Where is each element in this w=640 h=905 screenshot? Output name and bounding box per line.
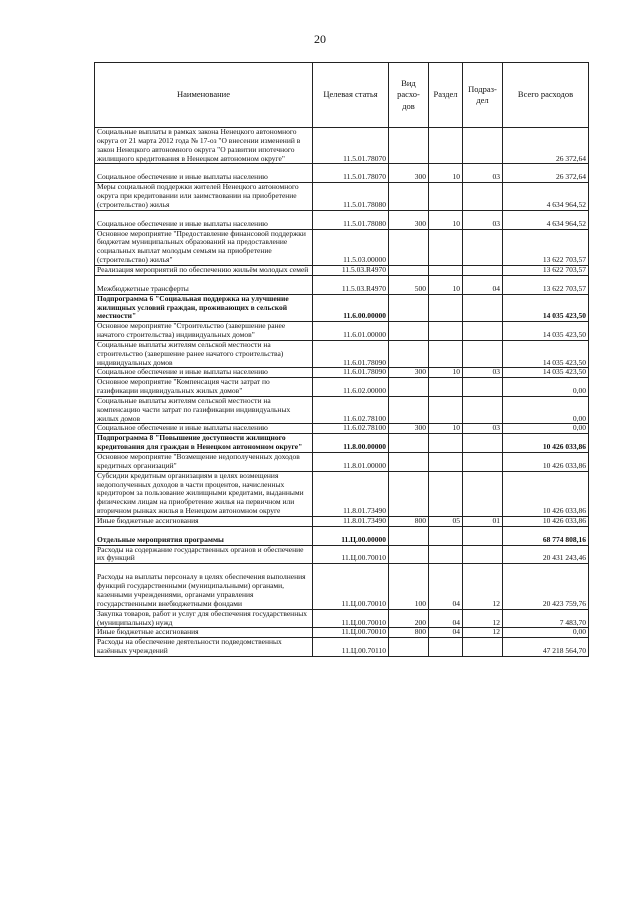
cell-section	[429, 396, 463, 424]
cell-total: 0,00	[503, 424, 589, 434]
cell-total: 14 035 423,50	[503, 368, 589, 378]
cell-article: 11.5.03.00000	[313, 229, 389, 265]
cell-total: 13 622 703,57	[503, 275, 589, 294]
cell-article: 11.Ц.00.00000	[313, 526, 389, 545]
table-row	[95, 294, 589, 322]
cell-subsection	[463, 294, 503, 322]
cell-expense-type: 100	[389, 564, 429, 609]
cell-subsection	[463, 526, 503, 545]
cell-article: 11.Ц.00.70010	[313, 545, 389, 564]
table-row	[95, 628, 589, 638]
cell-name: Основное мероприятие "Предоставление финансовой поддержки бюджетам муниципальных образований на предоставление социальных выплат молодым семьям на приобретение (строительство) жилья"	[95, 229, 313, 265]
cell-article: 11.6.02.78100	[313, 396, 389, 424]
table-row	[95, 368, 589, 378]
table-body	[95, 128, 589, 657]
cell-name: Отдельные мероприятия программы	[95, 526, 313, 545]
cell-total: 10 426 033,86	[503, 516, 589, 526]
cell-article: 11.5.01.78080	[313, 210, 389, 229]
header-name: Наименование	[95, 63, 313, 128]
cell-section: 10	[429, 275, 463, 294]
cell-section	[429, 229, 463, 265]
table-row	[95, 275, 589, 294]
cell-expense-type: 300	[389, 368, 429, 378]
cell-total: 10 426 033,86	[503, 471, 589, 516]
cell-name: Основное мероприятие "Строительство (завершение ранее начатого строительства) индивидуальных домов"	[95, 322, 313, 341]
cell-subsection	[463, 183, 503, 211]
cell-total: 26 372,64	[503, 164, 589, 183]
cell-subsection: 03	[463, 210, 503, 229]
cell-expense-type: 500	[389, 275, 429, 294]
cell-subsection	[463, 434, 503, 453]
table-row	[95, 564, 589, 609]
cell-name: Социальное обеспечение и иные выплаты населению	[95, 424, 313, 434]
cell-name: Субсидии кредитным организациям в целях возмещения недополученных доходов в части процентов, начисленных кредитором за пользование жилищными кредитами, выданными физическим лицам на приобретение жилья на первичном или вторичном рынках жилья в Ненецком автономном округе	[95, 471, 313, 516]
cell-expense-type	[389, 340, 429, 368]
cell-name: Расходы на обеспечение деятельности подведомственных казённых учреждений	[95, 638, 313, 657]
cell-total: 26 372,64	[503, 128, 589, 164]
cell-expense-type	[389, 229, 429, 265]
cell-name: Расходы на содержание государственных органов и обеспечение их функций	[95, 545, 313, 564]
cell-expense-type	[389, 322, 429, 341]
cell-section	[429, 545, 463, 564]
cell-section	[429, 378, 463, 397]
cell-expense-type: 300	[389, 424, 429, 434]
cell-section	[429, 526, 463, 545]
cell-section: 04	[429, 628, 463, 638]
cell-name: Закупка товаров, работ и услуг для обеспечения государственных (муниципальных) нужд	[95, 609, 313, 628]
cell-subsection	[463, 378, 503, 397]
cell-name: Социальное обеспечение и иные выплаты населению	[95, 368, 313, 378]
cell-subsection: 12	[463, 628, 503, 638]
cell-section	[429, 183, 463, 211]
table-header-row	[95, 63, 589, 128]
cell-expense-type	[389, 545, 429, 564]
cell-section	[429, 453, 463, 472]
cell-subsection	[463, 229, 503, 265]
table-row	[95, 609, 589, 628]
cell-section	[429, 638, 463, 657]
cell-name: Социальное обеспечение и иные выплаты населению	[95, 164, 313, 183]
cell-article: 11.6.00.00000	[313, 294, 389, 322]
budget-table	[94, 62, 589, 657]
cell-section: 10	[429, 368, 463, 378]
cell-article: 11.Ц.00.70010	[313, 628, 389, 638]
cell-name: Социальные выплаты в рамках закона Ненецкого автономного округа от 21 марта 2012 года № 17-оз "О внесении изменений в закон Ненецкого автономного округа "О развитии ипотечного жилищного кредитования в Ненецком автономном округе"	[95, 128, 313, 164]
table-row	[95, 434, 589, 453]
cell-total: 14 035 423,50	[503, 340, 589, 368]
table-row	[95, 378, 589, 397]
table-row	[95, 210, 589, 229]
cell-article: 11.5.01.78080	[313, 183, 389, 211]
cell-total: 0,00	[503, 396, 589, 424]
header-total: Всего расходов	[503, 63, 589, 128]
cell-total: 20 423 759,76	[503, 564, 589, 609]
cell-subsection: 03	[463, 424, 503, 434]
cell-subsection: 03	[463, 368, 503, 378]
cell-article: 11.6.02.00000	[313, 378, 389, 397]
cell-section	[429, 471, 463, 516]
cell-name: Социальные выплаты жителям сельской местности на строительство (завершение ранее начатого строительства) индивидуальных домов	[95, 340, 313, 368]
cell-section	[429, 128, 463, 164]
cell-article: 11.8.01.73490	[313, 516, 389, 526]
cell-section: 10	[429, 164, 463, 183]
table-row	[95, 229, 589, 265]
cell-expense-type	[389, 294, 429, 322]
cell-total: 47 218 564,70	[503, 638, 589, 657]
cell-name: Социальное обеспечение и иные выплаты населению	[95, 210, 313, 229]
table-row	[95, 453, 589, 472]
cell-name: Реализация мероприятий по обеспечению жильём молодых семей	[95, 265, 313, 275]
cell-subsection: 04	[463, 275, 503, 294]
table-row	[95, 638, 589, 657]
header-subsection: Подраз-дел	[463, 63, 503, 128]
table-row	[95, 516, 589, 526]
table-row	[95, 265, 589, 275]
cell-subsection	[463, 471, 503, 516]
cell-subsection: 03	[463, 164, 503, 183]
cell-subsection	[463, 128, 503, 164]
cell-total: 13 622 703,57	[503, 265, 589, 275]
table-row	[95, 164, 589, 183]
cell-expense-type	[389, 128, 429, 164]
cell-section	[429, 434, 463, 453]
cell-expense-type	[389, 471, 429, 516]
cell-total: 7 483,70	[503, 609, 589, 628]
page-number: 20	[314, 32, 326, 46]
cell-section: 10	[429, 210, 463, 229]
cell-section: 04	[429, 609, 463, 628]
cell-expense-type	[389, 434, 429, 453]
cell-article: 11.8.00.00000	[313, 434, 389, 453]
cell-name: Меры социальной поддержки жителей Ненецкого автономного округа при кредитовании или заимствовании на приобретение (строительство) жилья	[95, 183, 313, 211]
cell-section	[429, 340, 463, 368]
cell-expense-type	[389, 396, 429, 424]
cell-expense-type	[389, 638, 429, 657]
cell-total: 0,00	[503, 628, 589, 638]
cell-name: Расходы на выплаты персоналу в целях обеспечения выполнения функций государственными (муниципальными) органами, казенными учреждениями, органами управления государственными внебюджетными фондами	[95, 564, 313, 609]
header-section: Раздел	[429, 63, 463, 128]
cell-expense-type: 300	[389, 164, 429, 183]
cell-total: 0,00	[503, 378, 589, 397]
header-expense-type: Вид расхо-дов	[389, 63, 429, 128]
cell-name: Основное мероприятие "Компенсация части затрат по газификации индивидуальных жилых домов"	[95, 378, 313, 397]
cell-total: 10 426 033,86	[503, 434, 589, 453]
cell-expense-type: 800	[389, 516, 429, 526]
cell-expense-type	[389, 526, 429, 545]
table-row	[95, 545, 589, 564]
cell-expense-type	[389, 183, 429, 211]
cell-subsection: 01	[463, 516, 503, 526]
cell-article: 11.Ц.00.70110	[313, 638, 389, 657]
cell-article: 11.6.01.78090	[313, 340, 389, 368]
cell-subsection	[463, 396, 503, 424]
table-row	[95, 526, 589, 545]
cell-total: 4 634 964,52	[503, 183, 589, 211]
cell-article: 11.6.01.78090	[313, 368, 389, 378]
cell-section	[429, 322, 463, 341]
cell-name: Основное мероприятие "Возмещение недополученных доходов кредитных организаций"	[95, 453, 313, 472]
table-row	[95, 424, 589, 434]
cell-section: 05	[429, 516, 463, 526]
cell-subsection	[463, 265, 503, 275]
cell-section: 10	[429, 424, 463, 434]
cell-name: Иные бюджетные ассигнования	[95, 516, 313, 526]
cell-article: 11.6.01.00000	[313, 322, 389, 341]
cell-subsection: 12	[463, 564, 503, 609]
cell-article: 11.8.01.00000	[313, 453, 389, 472]
cell-article: 11.8.01.73490	[313, 471, 389, 516]
cell-name: Иные бюджетные ассигнования	[95, 628, 313, 638]
cell-name: Социальные выплаты жителям сельской местности на компенсацию части затрат по газификации индивидуальных жилых домов	[95, 396, 313, 424]
cell-total: 14 035 423,50	[503, 322, 589, 341]
cell-total: 10 426 033,86	[503, 453, 589, 472]
cell-subsection	[463, 322, 503, 341]
cell-subsection	[463, 545, 503, 564]
cell-total: 68 774 808,16	[503, 526, 589, 545]
cell-expense-type: 200	[389, 609, 429, 628]
cell-total: 20 431 243,46	[503, 545, 589, 564]
cell-section	[429, 294, 463, 322]
cell-section	[429, 265, 463, 275]
cell-article: 11.5.03.R4970	[313, 275, 389, 294]
cell-subsection	[463, 638, 503, 657]
cell-expense-type: 800	[389, 628, 429, 638]
cell-subsection	[463, 340, 503, 368]
table-row	[95, 128, 589, 164]
header-article: Целевая статья	[313, 63, 389, 128]
cell-name: Подпрограмма 6 "Социальная поддержка на улучшение жилищных условий граждан, проживающих в сельской местности"	[95, 294, 313, 322]
cell-total: 14 035 423,50	[503, 294, 589, 322]
cell-expense-type	[389, 265, 429, 275]
table-row	[95, 340, 589, 368]
cell-article: 11.Ц.00.70010	[313, 609, 389, 628]
cell-article: 11.5.01.78070	[313, 164, 389, 183]
cell-article: 11.5.01.78070	[313, 128, 389, 164]
cell-article: 11.6.02.78100	[313, 424, 389, 434]
cell-subsection	[463, 453, 503, 472]
table-row	[95, 396, 589, 424]
cell-expense-type: 300	[389, 210, 429, 229]
table-row	[95, 471, 589, 516]
cell-article: 11.Ц.00.70010	[313, 564, 389, 609]
cell-subsection: 12	[463, 609, 503, 628]
cell-expense-type	[389, 453, 429, 472]
cell-section: 04	[429, 564, 463, 609]
table-row	[95, 183, 589, 211]
cell-total: 13 622 703,57	[503, 229, 589, 265]
cell-name: Межбюджетные трансферты	[95, 275, 313, 294]
cell-total: 4 634 964,52	[503, 210, 589, 229]
cell-name: Подпрограмма 8 "Повышение доступности жилищного кредитования для граждан в Ненецком автономном округе"	[95, 434, 313, 453]
cell-expense-type	[389, 378, 429, 397]
cell-article: 11.5.03.R4970	[313, 265, 389, 275]
table-row	[95, 322, 589, 341]
